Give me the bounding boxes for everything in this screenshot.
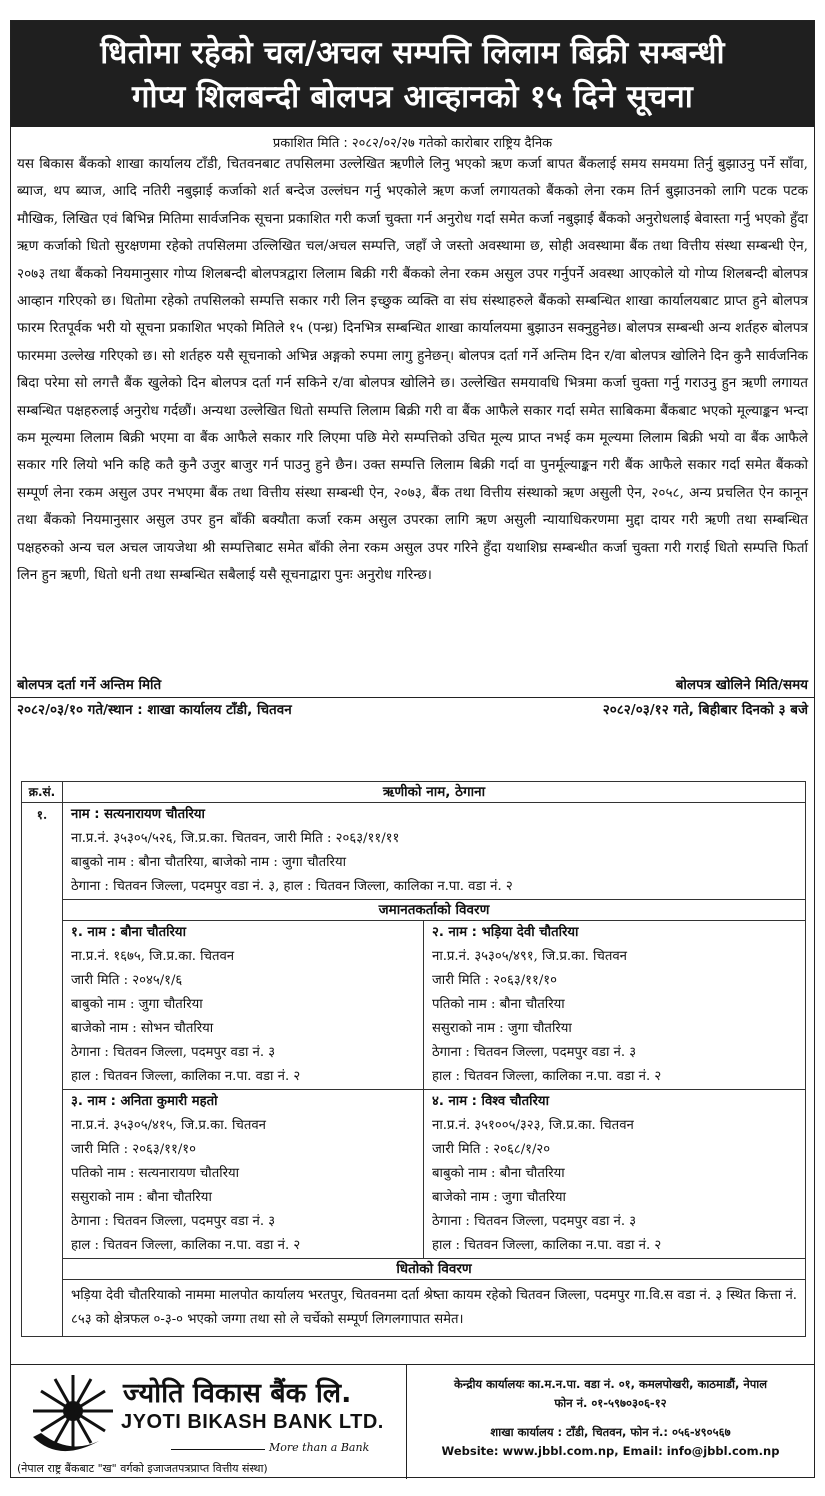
head-office-address: केन्द्रीय कार्यालयः का.म.न.पा. वडा नं. ०१, कमलपोखरी, काठमाडौं, नेपाल <box>453 1377 768 1391</box>
deadline-label: बोलपत्र दर्ता गर्ने अन्तिम मिति <box>17 677 162 693</box>
guarantor-3-issue-date: जारी मिति : २०६३/११/१० <box>71 1142 197 1157</box>
guarantor-1-issue-date: जारी मिति : २०४५/१/६ <box>71 973 183 988</box>
guarantor-3-relation-2: ससुराको नाम : बौना चौतरिया <box>71 1190 212 1205</box>
borrower-header: ऋणीको नाम, ठेगाना <box>63 782 806 803</box>
guarantor-3-relation-1: पतिको नाम : सत्यनारायण चौतरिया <box>71 1166 240 1181</box>
published-date: प्रकाशित मिति : २०८२/०२/२७ गतेको कारोबार राष्ट्रिय दैनिक <box>272 136 553 151</box>
details-table <box>21 781 806 1337</box>
bank-license-note: (नेपाल राष्ट्र बैंकबाट "ख" वर्गको इजाजतपत्रप्राप्त वित्तीय संस्था) <box>17 1462 268 1475</box>
guarantor-1-relation-1: बाबुको नाम : जुगा चौतरिया <box>71 997 203 1012</box>
guarantor-2-relation-1: पतिको नाम : बौना चौतरिया <box>432 997 565 1012</box>
tagline-rule <box>171 1449 265 1450</box>
collateral-header: धितोको विवरण <box>63 1259 806 1280</box>
dates-label-row <box>11 673 814 698</box>
guarantor-1-citizenship: ना.प्र.नं. १६७५, जि.प्र.का. चितवन <box>71 949 235 964</box>
guarantor-3 <box>63 1090 424 1259</box>
guarantor-1-name: १. नाम : बौना चौतरिया <box>71 925 186 940</box>
guarantor-2-current-address: हाल : चितवन जिल्ला, कालिका न.पा. वडा नं. २ <box>432 1069 662 1084</box>
deadline-value: २०८२/०३/१० गते/स्थान : शाखा कार्यालय टाँडी, चितवन <box>17 702 292 718</box>
bank-name-nepali: ज्योति विकास बैंक लि. <box>123 1378 352 1409</box>
sunburst-logo-icon <box>29 1371 117 1457</box>
borrower-family: बाबुको नाम : बौना चौतरिया, बाजेको नाम : जुगा चौतरिया <box>71 855 347 870</box>
guarantor-3-citizenship: ना.प्र.नं. ३५३०५/४१५, जि.प्र.का. चितवन <box>71 1118 266 1133</box>
guarantor-2-address: ठेगाना : चितवन जिल्ला, पदमपुर वडा नं. ३ <box>432 1045 637 1060</box>
contact-spacer <box>407 1413 814 1423</box>
collateral-details: भड़िया देवी चौतरियाको नाममा मालपोत कार्यालय भरतपुर, चितवनमा दर्ता श्रेष्ता कायम रहेको चितवन जिल्ला, पदमपुर गा.वि.स वडा नं. ३ स्थित कित्ता नं. ८५३ को क्षेत्रफल ०-३-० भएको जग्गा तथा सो ले चर्चेको सम्पूर्ण लिगलगापात समेत। <box>71 1288 797 1327</box>
guarantor-4-current-address: हाल : चितवन जिल्ला, कालिका न.पा. वडा नं. २ <box>432 1238 662 1253</box>
bank-logo-block <box>11 1365 407 1479</box>
guarantor-2-name: २. नाम : भड़िया देवी चौतरिया <box>432 925 579 940</box>
guarantor-4-relation-1: बाबुको नाम : बौना चौतरिया <box>432 1166 565 1181</box>
guarantor-4 <box>424 1090 806 1259</box>
borrower-citizenship: ना.प्र.नं. ३५३०५/५२६, जि.प्र.का. चितवन, जारी मिति : २०६३/११/११ <box>71 831 400 846</box>
borrower-details <box>63 803 806 900</box>
notice-title-banner <box>11 21 814 127</box>
guarantor-4-citizenship: ना.प्र.नं. ३५१००५/३२३, जि.प्र.का. चितवन <box>432 1118 634 1133</box>
guarantor-2-issue-date: जारी मिति : २०६३/११/१० <box>432 973 558 988</box>
notice-body: यस बिकास बैंकको शाखा कार्यालय टाँडी, चितवनबाट तपसिलमा उल्लेखित ऋणीले लिनु भएको ऋण कर्जा बापत बैंकलाई समय समयमा तिर्नु बुझाउनु पर्ने साँवा, ब्याज, थप ब्याज, आदि नतिरी नबुझाई कर्जाको शर्त बन्देज उल्लंघन गर्नु भएकोले ऋण कर्जा लगायतको बैंकको लेना रकम तिर्न बुझाउनको लागि पटक पटक मौखिक, लिखित एवं बिभिन्न मितिमा सार्वजनिक सूचना प्रकाशित गरी कर्जा चुक्ता गर्न अनुरोध गर्दा समेत कर्जा नबुझाई बैंकको अनुरोधलाई बेवास्ता गर्नु भएको हुँदा ऋण कर्जाको धितो सुरक्षणमा रहेको तपसिलमा उल्लिखित चल/अचल सम्पत्ति, जहाँ जे जस्तो अवस्थामा छ, सोही अवस्थामा बैंक तथा वित्तीय संस्था सम्बन्धी ऐन, २०७३ तथा बैंकको नियमानुसार गोप्य शिलबन्दी बोलपत्रद्वारा लिलाम बिक्री गरी बैंकको लेना रकम असुल उपर गर्नुपर्ने अवस्था आएकोले यो गोप्य शिलबन्दी बोलपत्र आव्हान गरिएको छ। धितोमा रहेको तपसिलको सम्पत्ति सकार गरी लिन इच्छुक व्यक्ति वा संघ संस्थाहरुले बैंकको सम्बन्धित शाखा कार्यालयबाट प्राप्त हुने बोलपत्र फारम रितपूर्वक भरी यो सूचना प्रकाशित भएको मितिले १५ (पन्ध्र) दिनभित्र सम्बन्धित शाखा कार्यालयमा बुझाउन सक्नुहुनेछ। बोलपत्र सम्बन्धी अन्य शर्तहरु बोलपत्र फारममा उल्लेख गरिएको छ। सो शर्तहरु यसै सूचनाको अभिन्न अङ्गको रुपमा लागु हुनेछन्। बोलपत्र दर्ता गर्ने अन्तिम दिन र/वा बोलपत्र खोलिने दिन कुनै सार्वजनिक बिदा परेमा सो लगत्तै बैंक खुलेको दिन बोलपत्र दर्ता गर्न सकिने र/वा बोलपत्र खोलिने छ। उल्लेखित समयावधि भित्रमा कर्जा चुक्ता गर्नु गराउनु हुन ऋणी लगायत सम्बन्धित पक्षहरुलाई अनुरोध गर्दछौं। अन्यथा उल्लेखित धितो सम्पत्ति लिलाम बिक्री गरी वा बैंक आफैले सकार गर्दा समेत साबिकमा बैंकबाट भएको मूल्याङ्कन भन्दा कम मूल्यमा लिलाम बिक्री भएमा वा बैंक आफैले सकार गरि लिएमा पछि मेरो सम्पत्तिको उचित मूल्य प्राप्त नभई कम मूल्यमा लिलाम बिक्री भयो वा बैंक आफैले सकार गरि लियो भनि कहि कतै कुनै उजुर बाजुर गर्न पाउनु हुने छैन। उक्त सम्पत्ति लिलाम बिक्री गर्दा वा पुनर्मूल्याङ्कन गरी बैंक आफैले सकार गर्दा समेत बैंकको सम्पूर्ण लेना रकम असुल उपर नभएमा बैंक तथा वित्तीय संस्था सम्बन्धी ऐन, २०७३, बैंक तथा वित्तीय संस्थाको ऋण असुली ऐन, २०५८, अन्य प्रचलित ऐन कानून तथा बैंकको नियमानुसार असुल उपर हुन बाँकी बक्यौता कर्जा रकम असुल उपरका लागि ऋण असुली न्यायाधिकरणमा मुद्दा दायर गरी ऋणी तथा सम्बन्धित पक्षहरुको अन्य चल अचल जायजेथा श्री सम्पत्तिबाट समेत बाँकी लेना रकम असुल उपर गरिने हुँदा यथाशिघ्र सम्बन्धीत कर्जा चुक्ता गरी गराई धितो सम्पत्ति फिर्ता लिन हुन ऋणी, धितो धनी तथा सम्बन्धित सबैलाई यसै सूचनाद्वारा पुनः अनुरोध गरिन्छ। <box>17 156 809 584</box>
opening-label: बोलपत्र खोलिने मिति/समय <box>675 677 808 693</box>
guarantor-2 <box>424 921 806 1090</box>
notice-page <box>10 20 815 1478</box>
bank-footer <box>11 1364 814 1479</box>
guarantor-4-name: ४. नाम : विश्व चौतरिया <box>432 1094 549 1109</box>
opening-value: २०८२/०३/१२ गते, बिहीबार दिनको ३ बजे <box>602 702 808 718</box>
guarantor-3-current-address: हाल : चितवन जिल्ला, कालिका न.पा. वडा नं. २ <box>71 1238 301 1253</box>
guarantor-2-citizenship: ना.प्र.नं. ३५३०५/४९१, जि.प्र.का. चितवन <box>432 949 627 964</box>
sn-header: क्र.सं. <box>22 782 63 803</box>
guarantor-1 <box>63 921 424 1090</box>
guarantor-1-current-address: हाल : चितवन जिल्ला, कालिका न.पा. वडा नं. २ <box>71 1069 301 1084</box>
bank-name-english: JYOTI BIKASH BANK LTD. <box>121 1411 384 1433</box>
guarantor-4-relation-2: बाजेको नाम : जुगा चौतरिया <box>432 1190 566 1205</box>
bank-website-email: Website: www.jbbl.com.np, Email: info@jbbl.com.np <box>441 1444 780 1458</box>
notice-title-line-1: धितोमा रहेको चल/अचल सम्पत्ति लिलाम बिक्री सम्बन्धी <box>100 35 725 71</box>
branch-office: शाखा कार्यालय : टाँडी, चितवन, फोन नं.: ०५६-४९०५६७ <box>490 1425 731 1439</box>
guarantor-3-name: ३. नाम : अनिता कुमारी महतो <box>71 1094 218 1109</box>
guarantor-4-issue-date: जारी मिति : २०६८/१/२० <box>432 1142 551 1157</box>
guarantor-1-address: ठेगाना : चितवन जिल्ला, पदमपुर वडा नं. ३ <box>71 1045 276 1060</box>
notice-title-line-2: गोप्य शिलबन्दी बोलपत्र आव्हानको १५ दिने सूचना <box>132 79 693 115</box>
guarantor-2-relation-2: ससुराको नाम : जुगा चौतरिया <box>432 1021 572 1036</box>
guarantor-1-relation-2: बाजेको नाम : सोभन चौतरिया <box>71 1021 214 1036</box>
borrower-address: ठेगाना : चितवन जिल्ला, पदमपुर वडा नं. ३, हाल : चितवन जिल्ला, कालिका न.पा. वडा नं. २ <box>71 879 513 894</box>
serial-number-text: १. <box>36 808 48 822</box>
guarantor-3-address: ठेगाना : चितवन जिल्ला, पदमपुर वडा नं. ३ <box>71 1214 276 1229</box>
collateral-cell <box>63 1280 806 1337</box>
head-office-phone: फोन नं. ०१-५९७०३०६-१२ <box>554 1396 667 1410</box>
guarantor-4-address: ठेगाना : चितवन जिल्ला, पदमपुर वडा नं. ३ <box>432 1214 637 1229</box>
serial-number <box>22 803 63 1337</box>
borrower-name: नाम : सत्यनारायण चौतरिया <box>71 807 205 822</box>
bank-contact-block <box>407 1365 814 1479</box>
bank-tagline: More than a Bank <box>269 1441 370 1454</box>
dates-value-row <box>11 698 814 722</box>
guarantor-header: जमानतकर्ताको विवरण <box>63 900 806 921</box>
